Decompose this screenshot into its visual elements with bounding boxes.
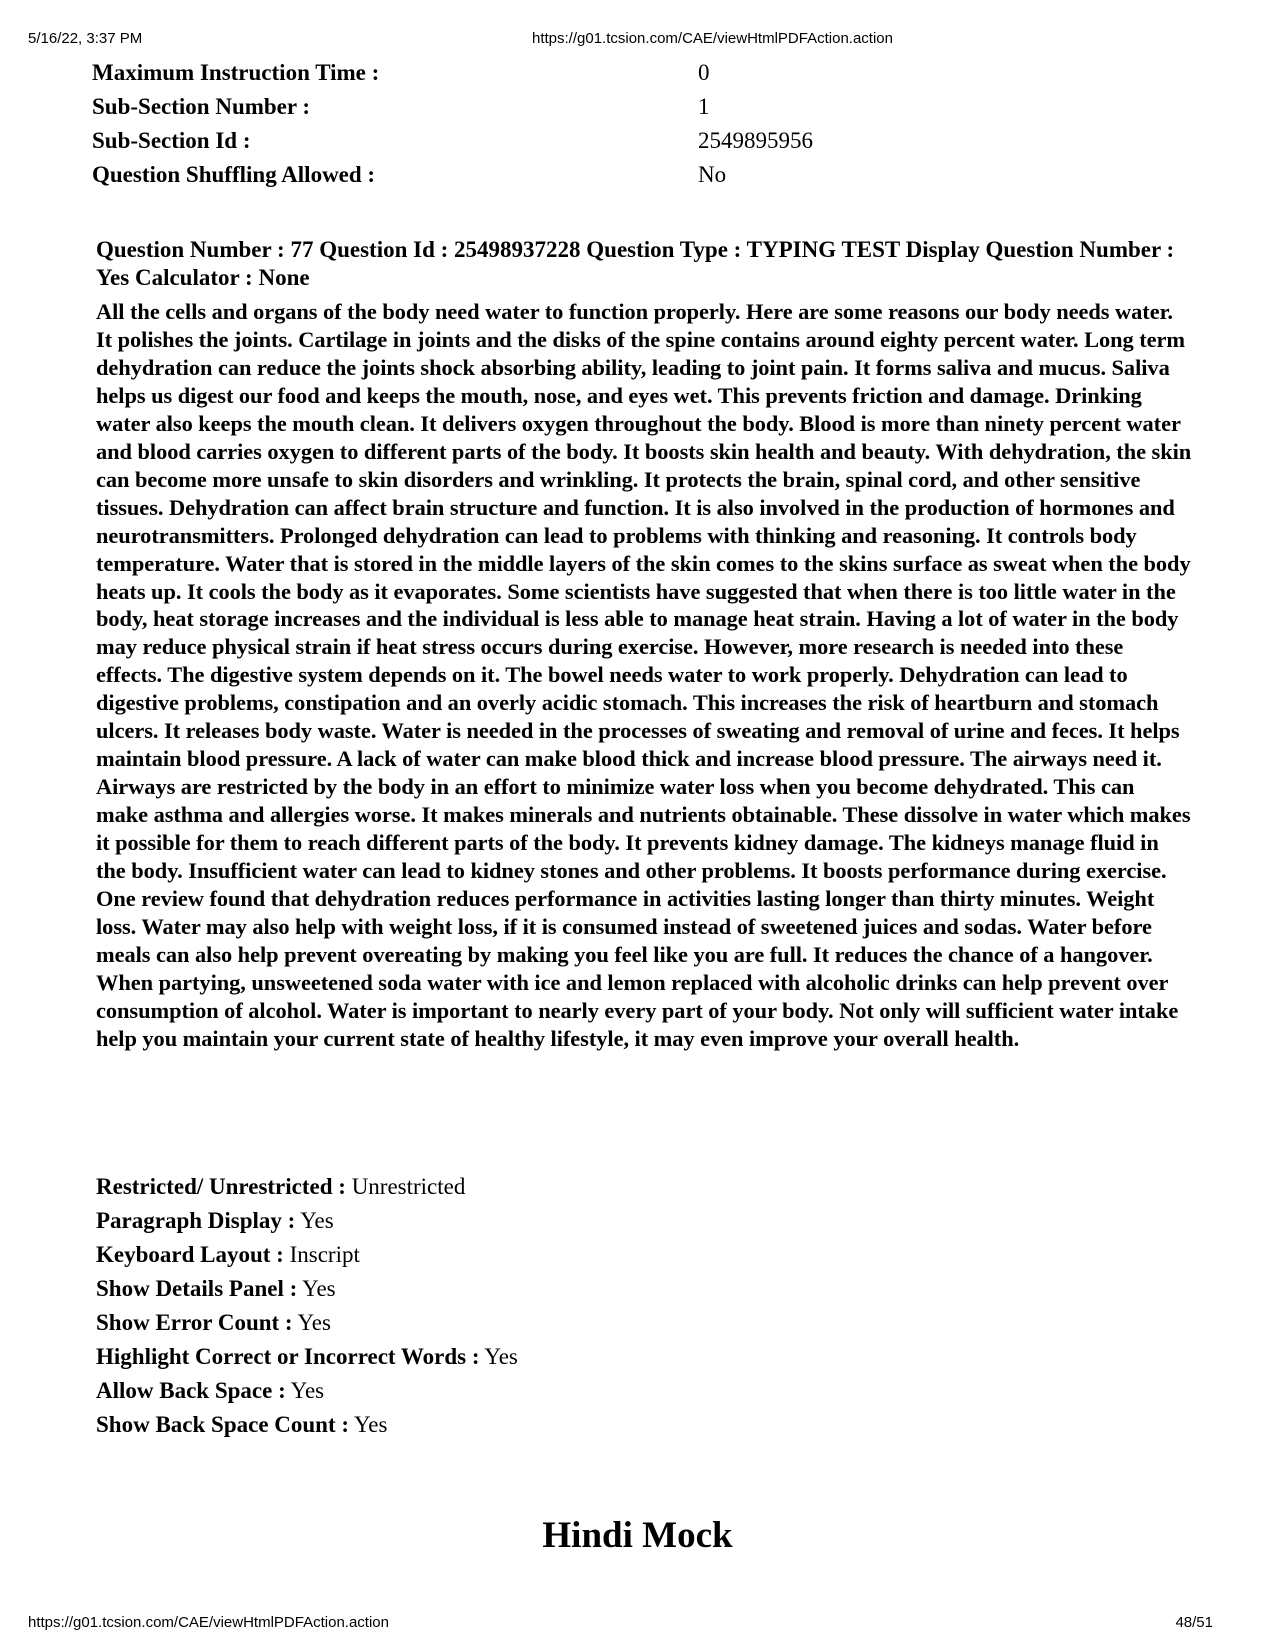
option-label: Highlight Correct or Incorrect Words : [96,1344,480,1369]
option-keyboard-layout [96,1238,518,1272]
section-title: Hindi Mock [542,1515,733,1556]
option-restricted [96,1170,518,1204]
meta-label: Sub-Section Number : [92,94,311,119]
meta-row-subsection-number [92,90,1192,124]
meta-label: Sub-Section Id : [92,128,251,153]
option-label: Paragraph Display : [96,1208,296,1233]
option-highlight-words [96,1340,518,1374]
option-label: Show Back Space Count : [96,1412,350,1437]
meta-value: 1 [698,94,710,119]
option-value: Unrestricted [351,1174,466,1199]
option-value: Yes [300,1208,334,1233]
meta-value: No [698,162,727,187]
option-allow-back-space [96,1374,518,1408]
option-paragraph-display [96,1204,518,1238]
meta-row-question-shuffling [92,158,1192,192]
option-value: Yes [484,1344,518,1369]
option-value: Yes [302,1276,336,1301]
option-show-details-panel [96,1272,518,1306]
option-value: Yes [290,1378,325,1403]
option-value: Inscript [289,1242,360,1267]
meta-row-subsection-id [92,124,1192,158]
option-show-back-space-count [96,1408,518,1442]
question-header: Question Number : 77 Question Id : 25498937228 Question Type : TYPING TEST Display Question Number : Yes Calculator : None [96,237,1175,290]
print-datetime: 5/16/22, 3:37 PM [28,30,143,47]
page-number: 48/51 [1175,1614,1213,1631]
option-label: Restricted/ Unrestricted : [96,1174,346,1199]
typing-passage: All the cells and organs of the body need water to function properly. Here are some reasons our body needs water. It polishes the joints. Cartilage in joints and the disks of the spine contains around eighty percent water. Long term dehydration can reduce the joints shock absorbing ability, leading to joint pain. It forms saliva and mucus. Saliva helps us digest our food and keeps the mouth, nose, and eyes wet. This prevents friction and damage. Drinking water also keeps the mouth clean. It delivers oxygen throughout the body. Blood is more than ninety percent water and blood carries oxygen to different parts of the body. It boosts skin health and beauty. With dehydration, the skin can become more unsafe to skin disorders and wrinkling. It protects the brain, spinal cord, and other sensitive tissues. Dehydration can affect brain structure and function. It is also involved in the production of hormones and neurotransmitters. Prolonged dehydration can lead to problems with thinking and reasoning. It controls body temperature. Water that is stored in the middle layers of the skin comes to the skins surface as sweat when the body heats up. It cools the body as it evaporates. Some scientists have suggested that when there is too little water in the body, heat storage increases and the individual is less able to manage heat strain. Having a lot of water in the body may reduce physical strain if heat stress occurs during exercise. However, more research is needed into these effects. The digestive system depends on it. The bowel needs water to work properly. Dehydration can lead to digestive problems, constipation and an overly acidic stomach. This increases the risk of heartburn and stomach ulcers. It releases body waste. Water is needed in the processes of sweating and removal of urine and feces. It helps maintain blood pressure. A lack of water can make blood thick and increase blood pressure. The airways need it. Airways are restricted by the body in an effort to minimize water loss when you become dehydrated. This can make asthma and allergies worse. It makes minerals and nutrients obtainable. These dissolve in water which makes it possible for them to reach different parts of the body. It prevents kidney damage. The kidneys manage fluid in the body. Insufficient water can lead to kidney stones and other problems. It boosts performance during exercise. One review found that dehydration reduces performance in activities lasting longer than thirty minutes. Weight loss. Water may also help with weight loss, if it is consumed instead of sweetened juices and sodas. Water before meals can also help prevent overeating by making you feel like you are full. It reduces the chance of a hangover. When partying, unsweetened soda water with ice and lemon replaced with alcoholic drinks can help prevent over consumption of alcohol. Water is important to nearly every part of your body. Not only will sufficient water intake help you maintain your current state of healthy lifestyle, it may even improve your overall health. [96,299,1192,1051]
subsection-meta-table [92,56,1192,192]
meta-value: 2549895956 [698,128,813,153]
option-label: Keyboard Layout : [96,1242,284,1267]
option-label: Show Details Panel : [96,1276,298,1301]
option-value: Yes [353,1412,388,1437]
print-header-url: https://g01.tcsion.com/CAE/viewHtmlPDFAction.action [532,30,893,47]
option-label: Allow Back Space : [96,1378,286,1403]
meta-row-max-instruction-time [92,56,1192,90]
option-show-error-count [96,1306,518,1340]
print-footer-url: https://g01.tcsion.com/CAE/viewHtmlPDFAction.action [28,1614,389,1631]
question-options-list [96,1170,518,1442]
option-value: Yes [297,1310,331,1335]
meta-label: Question Shuffling Allowed : [92,162,376,187]
meta-value: 0 [698,60,710,85]
meta-label: Maximum Instruction Time : [92,60,380,85]
option-label: Show Error Count : [96,1310,293,1335]
